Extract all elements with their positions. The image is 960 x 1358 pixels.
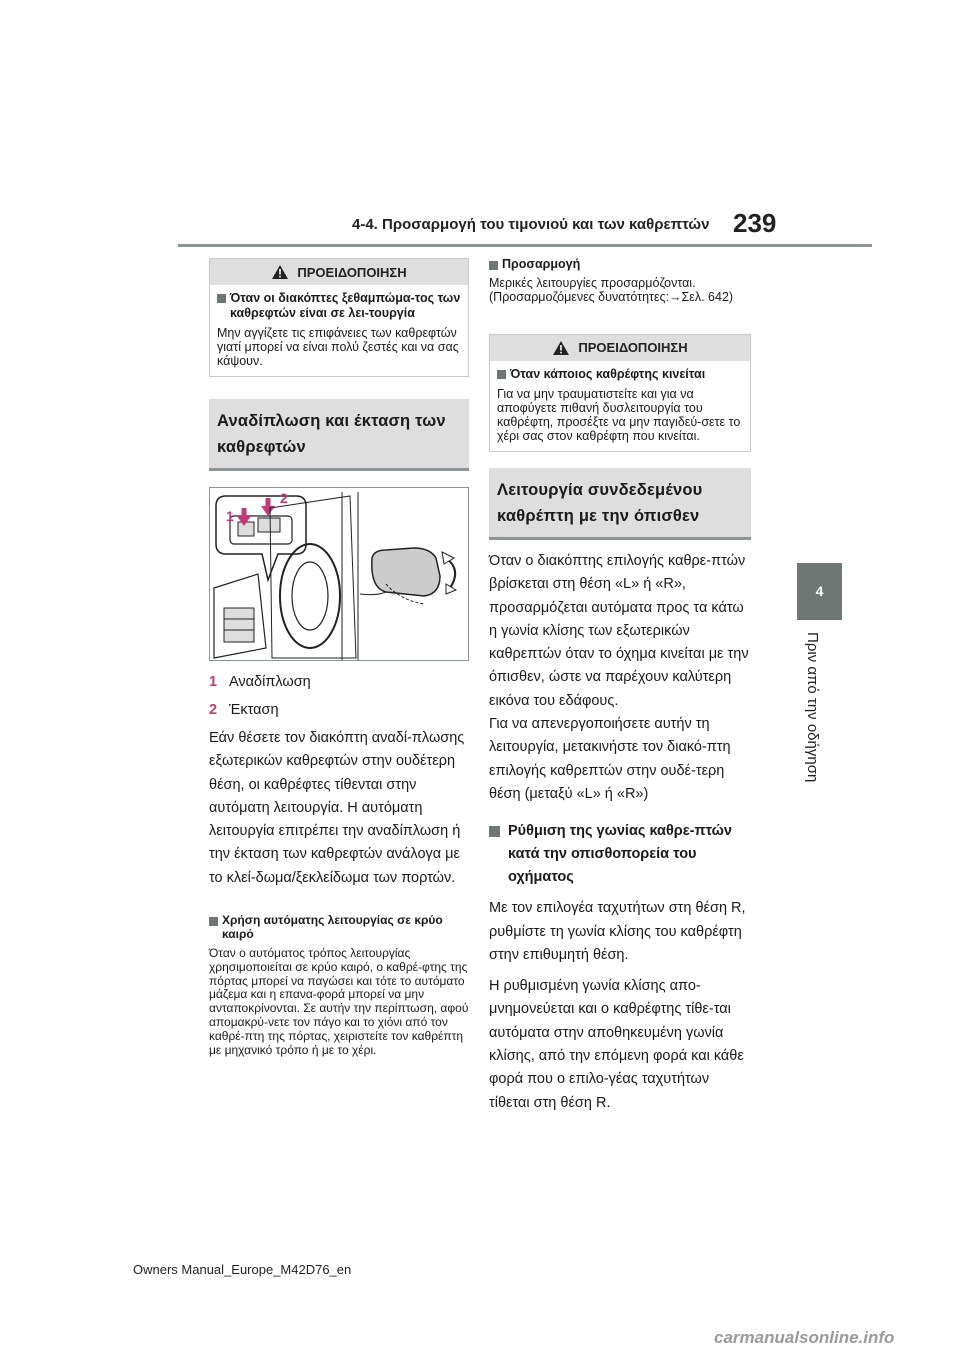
- page-number: 239: [733, 208, 777, 238]
- left-column: [209, 258, 469, 1057]
- angle-subheading: Ρύθμιση της γωνίας καθρε-πτών κατά την οπισθοπορεία του οχήματος: [508, 823, 732, 886]
- bullet-square-icon: [497, 370, 506, 379]
- warning-heading: Όταν κάποιος καθρέφτης κινείται: [510, 366, 706, 381]
- step-text: Αναδίπλωση: [229, 674, 311, 690]
- warning-heading: Όταν οι διακόπτες ξεθαμπώμα-τος των καθρεφτών είναι σε λει-τουργία: [230, 291, 461, 320]
- steps-list: [209, 671, 469, 721]
- warning-box-moving-mirror: [489, 334, 751, 453]
- warning-header: [490, 335, 750, 361]
- warning-icon: [271, 264, 289, 280]
- note-text: Όταν ο αυτόματος τρόπος λειτουργίας χρησιμοποιείται σε κρύο καιρό, ο καθρέ-φτης της πόρτας μπορεί να παγώσει και τότε το αυτόματο μάζεμα και η επανα-φορά μπορεί να μην ανταποκρίνονται. Σε αυτήν την περίπτωση, αφού απομακρύ-νετε τον πάγο και το χιόνι από τον καθρέ-πτη της πόρτας, χειριστείτε τον καθρέπτη με μηχανικό τρόπο ή με το χέρι.: [209, 946, 469, 1057]
- callout-1: 1: [226, 508, 234, 524]
- callout-2: 2: [280, 490, 288, 506]
- bullet-square-icon: [489, 261, 498, 270]
- illustration-svg: [210, 488, 468, 660]
- angle-paragraph: Με τον επιλογέα ταχυτήτων στη θέση R, ρυθμίστε τη γωνία κλίσης του καθρέφτη στην επιθυμητή θέση.: [489, 900, 746, 963]
- watermark: carmanualsonline.info: [714, 1328, 895, 1347]
- memory-paragraph: Η ρυθμισμένη γωνία κλίσης απο-μνημονεύεται και ο καθρέφτης τίθε-ται αυτόματα στην αποθηκευμένη γωνία κλίσης, από την επόμενη φορά και κάθε φορά που ο επιλο-γέας ταχυτήτων τίθεται στη θέση R.: [489, 978, 744, 1111]
- bullet-square-icon: [209, 917, 218, 926]
- auto-mode-paragraph: Εάν θέσετε τον διακόπτη αναδί-πλωσης εξωτερικών καθρεφτών στην ουδέτερη θέση, οι καθρέφτες τίθενται στην αυτόματη λειτουργία. Η αυτόματη λειτουργία επιτρέπει την αναδίπλωση ή την έκταση των καθρεφτών ανάλογα με το κλεί-δωμα/ξεκλείδωμα των πορτών.: [209, 730, 465, 886]
- step-text: Έκταση: [229, 702, 279, 718]
- note-heading: Χρήση αυτόματης λειτουργίας σε κρύο καιρό: [222, 913, 443, 941]
- right-column: [489, 258, 751, 1115]
- warning-text: Για να μην τραυματιστείτε και για να αποφύγετε πιθανή δυσλειτουργία του καθρέφτη, προσέξτε να μην παγιδεύ-σετε το χέρι σας στον καθρέφτη που κινείται.: [497, 387, 741, 443]
- reverse-linked-paragraph: Όταν ο διακόπτης επιλογής καθρε-πτών βρίσκεται στη θέση «L» ή «R», προσαρμόζεται αυτόματα προς τα κάτω η γωνία κλίσης των εξωτερικών καθρεπτών όταν το όχημα κινείται με την όπισθεν, ώστε να παρέχουν καλύτερη εικόνα του εδάφους.: [489, 553, 749, 709]
- step-item: [209, 699, 469, 721]
- chapter-tab-label: Πριν από την οδήγηση: [804, 632, 821, 783]
- disable-paragraph: Για να απενεργοποιήσετε αυτήν τη λειτουργία, μετακινήστε τον διακό-πτη επιλογής καθρεπτών στην ουδέ-τερη θέση (μεταξύ «L» ή «R»): [489, 716, 731, 802]
- step-item: [209, 671, 469, 693]
- warning-title: ΠΡΟΕΙΔΟΠΟΙΗΣΗ: [578, 340, 688, 355]
- warning-icon: [552, 340, 570, 356]
- bullet-square-icon: [217, 294, 226, 303]
- header-divider: [178, 244, 872, 247]
- chapter-heading: 4-4. Προσαρμογή του τιμονιού και των καθρεπτών: [352, 216, 710, 233]
- section-title-reverse-linked: Λειτουργία συνδεδεμένου καθρέπτη με την όπισθεν: [489, 468, 751, 540]
- section-title-folding: Αναδίπλωση και έκταση των καθρεφτών: [209, 399, 469, 471]
- warning-header: [210, 259, 468, 285]
- warning-title: ΠΡΟΕΙΔΟΠΟΙΗΣΗ: [297, 264, 407, 280]
- warning-box-defogger: [209, 258, 469, 377]
- footer-manual-id: Owners Manual_Europe_M42D76_en: [133, 1262, 352, 1277]
- cold-weather-note: [209, 914, 469, 1057]
- warning-text: Μην αγγίζετε τις επιφάνειες των καθρεφτών γιατί μπορεί να είναι πολύ ζεστές και να σας κάψουν.: [217, 326, 459, 368]
- step-number: 2: [209, 702, 218, 718]
- bullet-square-icon: [489, 826, 500, 837]
- customize-text: Μερικές λειτουργίες προσαρμόζονται. (Προσαρμοζόμενες δυνατότητες:→Σελ. 642): [489, 275, 734, 304]
- step-number: 1: [209, 674, 218, 690]
- chapter-tab: 4: [797, 563, 842, 620]
- mirror-switch-illustration: [209, 487, 469, 661]
- customize-heading: Προσαρμογή: [502, 257, 581, 271]
